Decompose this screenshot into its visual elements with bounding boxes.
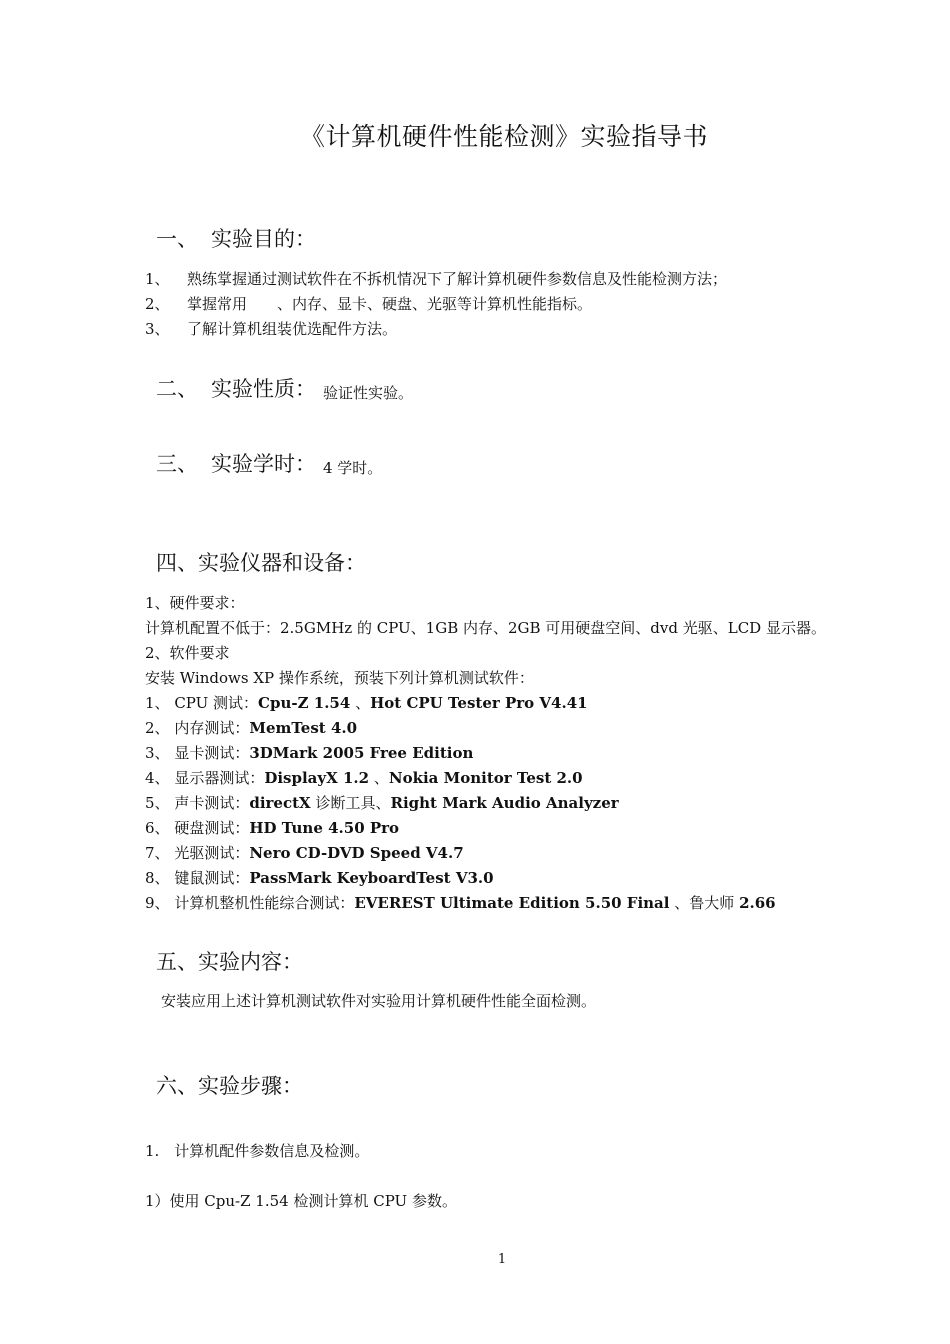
section-6-heading: 六、实验步骤： bbox=[156, 1074, 303, 1098]
section-1-heading: 实验目的： bbox=[211, 227, 316, 251]
tool-number: 4、 bbox=[145, 769, 170, 787]
tool-name-2: Hot CPU Tester Pro V4.41 bbox=[370, 694, 588, 712]
purpose-item-2-text: 掌握常用 、内存、显卡、硬盘、光驱等计算机性能指标。 bbox=[187, 295, 593, 313]
section-3-number: 三、 bbox=[156, 452, 198, 476]
tool-label: 计算机整机性能综合测试： bbox=[174, 894, 355, 912]
page-title: 《计算机硬件性能检测》实验指导书 bbox=[299, 122, 708, 151]
tool-item bbox=[145, 742, 473, 763]
tool-number: 8、 bbox=[145, 869, 170, 887]
tool-number: 7、 bbox=[145, 844, 170, 862]
purpose-item-3-number: 3、 bbox=[145, 320, 170, 338]
tool-item bbox=[145, 717, 357, 738]
purpose-item-1-number: 1、 bbox=[145, 270, 170, 288]
tool-item bbox=[145, 817, 399, 838]
tool-label: 光驱测试： bbox=[174, 844, 250, 862]
tool-item bbox=[145, 767, 583, 788]
tool-separator: 、 bbox=[373, 769, 389, 787]
section-2-heading: 实验性质： bbox=[211, 377, 316, 401]
tool-label: 声卡测试： bbox=[174, 794, 250, 812]
tool-name: MemTest 4.0 bbox=[249, 719, 358, 737]
tool-name: EVEREST Ultimate Edition 5.50 Final bbox=[354, 894, 670, 912]
tool-item bbox=[145, 867, 494, 888]
tool-number: 2、 bbox=[145, 719, 170, 737]
tool-item bbox=[145, 792, 619, 813]
section-3-value: 4 学时。 bbox=[323, 459, 383, 477]
section-5-heading: 五、实验内容： bbox=[156, 950, 303, 974]
tool-label: 内存测试： bbox=[174, 719, 250, 737]
hardware-text: 计算机配置不低于：2.5GMHz 的 CPU、1GB 内存、2GB 可用硬盘空间、dvd 光驱、LCD 显示器。 bbox=[145, 619, 826, 637]
tool-number: 3、 bbox=[145, 744, 170, 762]
purpose-item-2-number: 2、 bbox=[145, 295, 170, 313]
tool-number: 6、 bbox=[145, 819, 170, 837]
tool-number: 1、 bbox=[145, 694, 170, 712]
tool-separator: 、 bbox=[355, 694, 371, 712]
section-4-heading: 四、实验仪器和设备： bbox=[156, 551, 366, 575]
tool-item bbox=[145, 692, 588, 713]
tool-name: 3DMark 2005 Free Edition bbox=[249, 744, 474, 762]
tool-name-cn: 鲁大师 bbox=[689, 894, 735, 912]
tool-name: HD Tune 4.50 Pro bbox=[249, 819, 400, 837]
hardware-label: 1、硬件要求： bbox=[145, 594, 245, 612]
software-text: 安装 Windows XP 操作系统，预装下列计算机测试软件： bbox=[145, 669, 534, 687]
step-1-1: 1）使用 Cpu-Z 1.54 检测计算机 CPU 参数。 bbox=[145, 1192, 457, 1210]
tool-name: DisplayX 1.2 bbox=[264, 769, 370, 787]
step-1: 1. 计算机配件参数信息及检测。 bbox=[145, 1142, 370, 1160]
tool-name-2: Nokia Monitor Test 2.0 bbox=[388, 769, 583, 787]
tool-name-2: Right Mark Audio Analyzer bbox=[390, 794, 619, 812]
purpose-item-3-text: 了解计算机组装优选配件方法。 bbox=[187, 320, 398, 338]
tool-label: CPU 测试： bbox=[174, 694, 259, 712]
tool-name: Cpu-Z 1.54 bbox=[258, 694, 351, 712]
tool-separator: 诊断工具、 bbox=[315, 794, 391, 812]
section-3-heading: 实验学时： bbox=[211, 452, 316, 476]
page-number: 1 bbox=[497, 1252, 507, 1267]
tool-number: 5、 bbox=[145, 794, 170, 812]
section-1-number: 一、 bbox=[156, 227, 198, 251]
section-2-value: 验证性实验。 bbox=[323, 384, 414, 402]
tool-name: directX bbox=[249, 794, 311, 812]
tool-label: 硬盘测试： bbox=[174, 819, 250, 837]
purpose-item-1-text: 熟练掌握通过测试软件在不拆机情况下了解计算机硬件参数信息及性能检测方法； bbox=[187, 270, 728, 288]
tool-label: 显示器测试： bbox=[174, 769, 265, 787]
tool-label: 显卡测试： bbox=[174, 744, 250, 762]
section-2-number: 二、 bbox=[156, 377, 198, 401]
tool-version: 2.66 bbox=[739, 894, 776, 912]
tool-separator: 、 bbox=[674, 894, 690, 912]
tool-item bbox=[145, 892, 776, 913]
tool-number: 9、 bbox=[145, 894, 170, 912]
tool-name: Nero CD-DVD Speed V4.7 bbox=[249, 844, 464, 862]
tool-label: 键鼠测试： bbox=[174, 869, 250, 887]
software-label: 2、软件要求 bbox=[145, 644, 230, 662]
tool-item bbox=[145, 842, 464, 863]
tool-name: PassMark KeyboardTest V3.0 bbox=[249, 869, 494, 887]
section-5-text: 安装应用上述计算机测试软件对实验用计算机硬件性能全面检测。 bbox=[161, 992, 597, 1010]
